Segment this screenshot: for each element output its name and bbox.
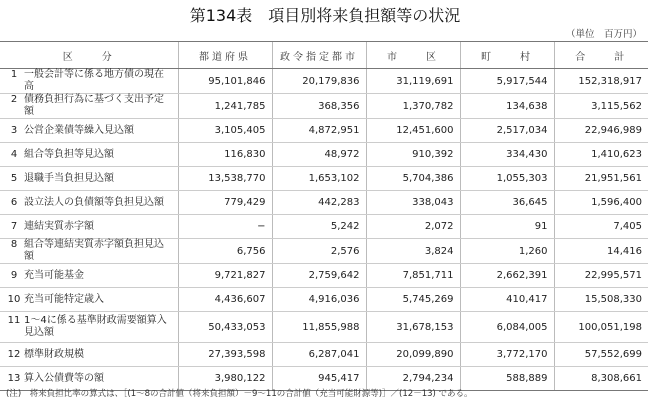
value-cell: 134,638: [460, 94, 554, 119]
row-number: 7: [10, 220, 18, 232]
value-cell: 945,417: [272, 367, 366, 391]
value-cell: 9,721,827: [178, 264, 272, 288]
value-cell: 334,430: [460, 143, 554, 167]
row-label: [4, 69, 172, 93]
value-cell: 3,115,562: [554, 94, 648, 119]
row-label-text: 債務負担行為に基づく支出予定額: [24, 94, 164, 117]
row-label-cell: [0, 94, 178, 119]
value-cell: 36,645: [460, 191, 554, 215]
row-number: 10: [7, 293, 21, 305]
value-cell: 50,433,053: [178, 312, 272, 343]
value-cell: 20,179,836: [272, 69, 366, 94]
value-cell: 4,436,607: [178, 288, 272, 312]
table-row: [0, 343, 648, 367]
value-cell: 152,318,917: [554, 69, 648, 94]
row-label: [4, 315, 172, 339]
value-cell: 1,260: [460, 239, 554, 264]
table-row: [0, 288, 648, 312]
row-label: [4, 94, 172, 118]
row-number: 6: [10, 196, 18, 208]
value-cell: 5,242: [272, 215, 366, 239]
row-label-text: 設立法人の負債額等負担見込額: [24, 196, 164, 208]
table-row: [0, 143, 648, 167]
value-cell: 22,995,571: [554, 264, 648, 288]
value-cell: 95,101,846: [178, 69, 272, 94]
row-label-text: 標準財政規模: [24, 348, 84, 360]
row-label: [4, 294, 172, 306]
value-cell: 2,576: [272, 239, 366, 264]
future-burden-table: [0, 41, 648, 391]
column-header: 都道府県: [178, 42, 272, 69]
row-label-cell: [0, 69, 178, 94]
unit-label: （単位 百万円）: [565, 29, 642, 40]
table-row: [0, 312, 648, 343]
table-row: [0, 94, 648, 119]
column-header: 合 計: [554, 42, 648, 69]
row-label-text: 充当可能特定歳入: [24, 293, 104, 305]
value-cell: 1,055,303: [460, 167, 554, 191]
value-cell: 6,287,041: [272, 343, 366, 367]
value-cell: 21,951,561: [554, 167, 648, 191]
value-cell: 410,417: [460, 288, 554, 312]
row-label-text: 充当可能基金: [24, 269, 84, 281]
row-number: 9: [10, 269, 18, 281]
row-label-cell: [0, 343, 178, 367]
row-number: 12: [7, 348, 21, 360]
table-row: [0, 191, 648, 215]
row-number: 13: [7, 372, 21, 384]
row-label-text: 組合等負担等見込額: [24, 148, 114, 160]
value-cell: 368,356: [272, 94, 366, 119]
value-cell: 910,392: [366, 143, 460, 167]
row-label-cell: [0, 264, 178, 288]
row-label: [4, 149, 172, 161]
value-cell: 1,370,782: [366, 94, 460, 119]
column-header: 市 区: [366, 42, 460, 69]
table-row: [0, 69, 648, 94]
row-label-cell: [0, 215, 178, 239]
value-cell: 15,508,330: [554, 288, 648, 312]
table-body: [0, 69, 648, 391]
value-cell: 3,105,405: [178, 119, 272, 143]
row-label-cell: [0, 167, 178, 191]
value-cell: 31,678,153: [366, 312, 460, 343]
value-cell: 14,416: [554, 239, 648, 264]
row-label-cell: [0, 312, 178, 343]
row-label-cell: [0, 119, 178, 143]
value-cell: 2,072: [366, 215, 460, 239]
table-row: [0, 264, 648, 288]
value-cell: 20,099,890: [366, 343, 460, 367]
value-cell: 6,756: [178, 239, 272, 264]
row-label-cell: [0, 288, 178, 312]
row-label: [4, 349, 172, 361]
footnote: (注) 将来負担比率の算式は、［(1〜8の合計値（将来負担額）－9〜11の合計値（充当可能財源等)］／(12－13) である。: [6, 389, 473, 399]
value-cell: 5,917,544: [460, 69, 554, 94]
row-number: 2: [10, 94, 18, 105]
row-label-text: 退職手当負担見込額: [24, 172, 114, 184]
value-cell: 1,241,785: [178, 94, 272, 119]
value-cell: 2,759,642: [272, 264, 366, 288]
value-cell: 8,308,661: [554, 367, 648, 391]
table-header-row: [0, 42, 648, 69]
value-cell: 116,830: [178, 143, 272, 167]
value-cell: 12,451,600: [366, 119, 460, 143]
value-cell: 1,653,102: [272, 167, 366, 191]
column-header: 区 分: [0, 42, 178, 69]
value-cell: 57,552,699: [554, 343, 648, 367]
value-cell: 338,043: [366, 191, 460, 215]
value-cell: 2,517,034: [460, 119, 554, 143]
row-label-text: 一般会計等に係る地方債の現在高: [24, 69, 164, 92]
row-number: 4: [10, 148, 18, 160]
value-cell: 3,980,122: [178, 367, 272, 391]
value-cell: 1,410,623: [554, 143, 648, 167]
row-number: 5: [10, 172, 18, 184]
page-title: 第134表 項目別将来負担額等の状況: [189, 6, 461, 25]
row-label: [4, 197, 172, 209]
value-cell: 5,745,269: [366, 288, 460, 312]
row-label-text: 連結実質赤字額: [24, 220, 94, 232]
value-cell: 7,851,711: [366, 264, 460, 288]
value-cell: 11,855,988: [272, 312, 366, 343]
row-label: [4, 239, 172, 263]
row-label: [4, 125, 172, 137]
row-label-cell: [0, 239, 178, 264]
value-cell: 5,704,386: [366, 167, 460, 191]
value-cell: 3,772,170: [460, 343, 554, 367]
row-label-text: 組合等連結実質赤字額負担見込額: [24, 239, 164, 262]
row-number: 11: [7, 315, 21, 326]
value-cell: 91: [460, 215, 554, 239]
row-label-text: 算入公債費等の額: [24, 372, 104, 384]
value-cell: 27,393,598: [178, 343, 272, 367]
value-cell: 4,872,951: [272, 119, 366, 143]
table-row: [0, 119, 648, 143]
value-cell: 3,824: [366, 239, 460, 264]
row-label-cell: [0, 143, 178, 167]
value-cell: 2,794,234: [366, 367, 460, 391]
row-label: [4, 373, 172, 385]
value-cell: 100,051,198: [554, 312, 648, 343]
table-row: [0, 239, 648, 264]
row-number: 8: [10, 239, 18, 250]
value-cell: 31,119,691: [366, 69, 460, 94]
table-row: [0, 215, 648, 239]
row-label: [4, 221, 172, 233]
value-cell: 588,889: [460, 367, 554, 391]
value-cell: 13,538,770: [178, 167, 272, 191]
table-row: [0, 167, 648, 191]
value-cell: 779,429: [178, 191, 272, 215]
value-cell: 4,916,036: [272, 288, 366, 312]
value-cell: 22,946,989: [554, 119, 648, 143]
column-header: 政令指定都市: [272, 42, 366, 69]
row-number: 1: [10, 69, 18, 80]
row-label-text: 1〜4に係る基準財政需要額算入見込額: [24, 315, 167, 338]
row-number: 3: [10, 124, 18, 136]
column-header: 町 村: [460, 42, 554, 69]
row-label-text: 公営企業債等繰入見込額: [24, 124, 134, 136]
row-label-cell: [0, 191, 178, 215]
value-cell: 7,405: [554, 215, 648, 239]
value-cell: 48,972: [272, 143, 366, 167]
value-cell: 2,662,391: [460, 264, 554, 288]
value-cell: 1,596,400: [554, 191, 648, 215]
row-label: [4, 173, 172, 185]
value-cell: 442,283: [272, 191, 366, 215]
row-label: [4, 270, 172, 282]
value-cell: 6,084,005: [460, 312, 554, 343]
value-cell: −: [178, 215, 272, 239]
